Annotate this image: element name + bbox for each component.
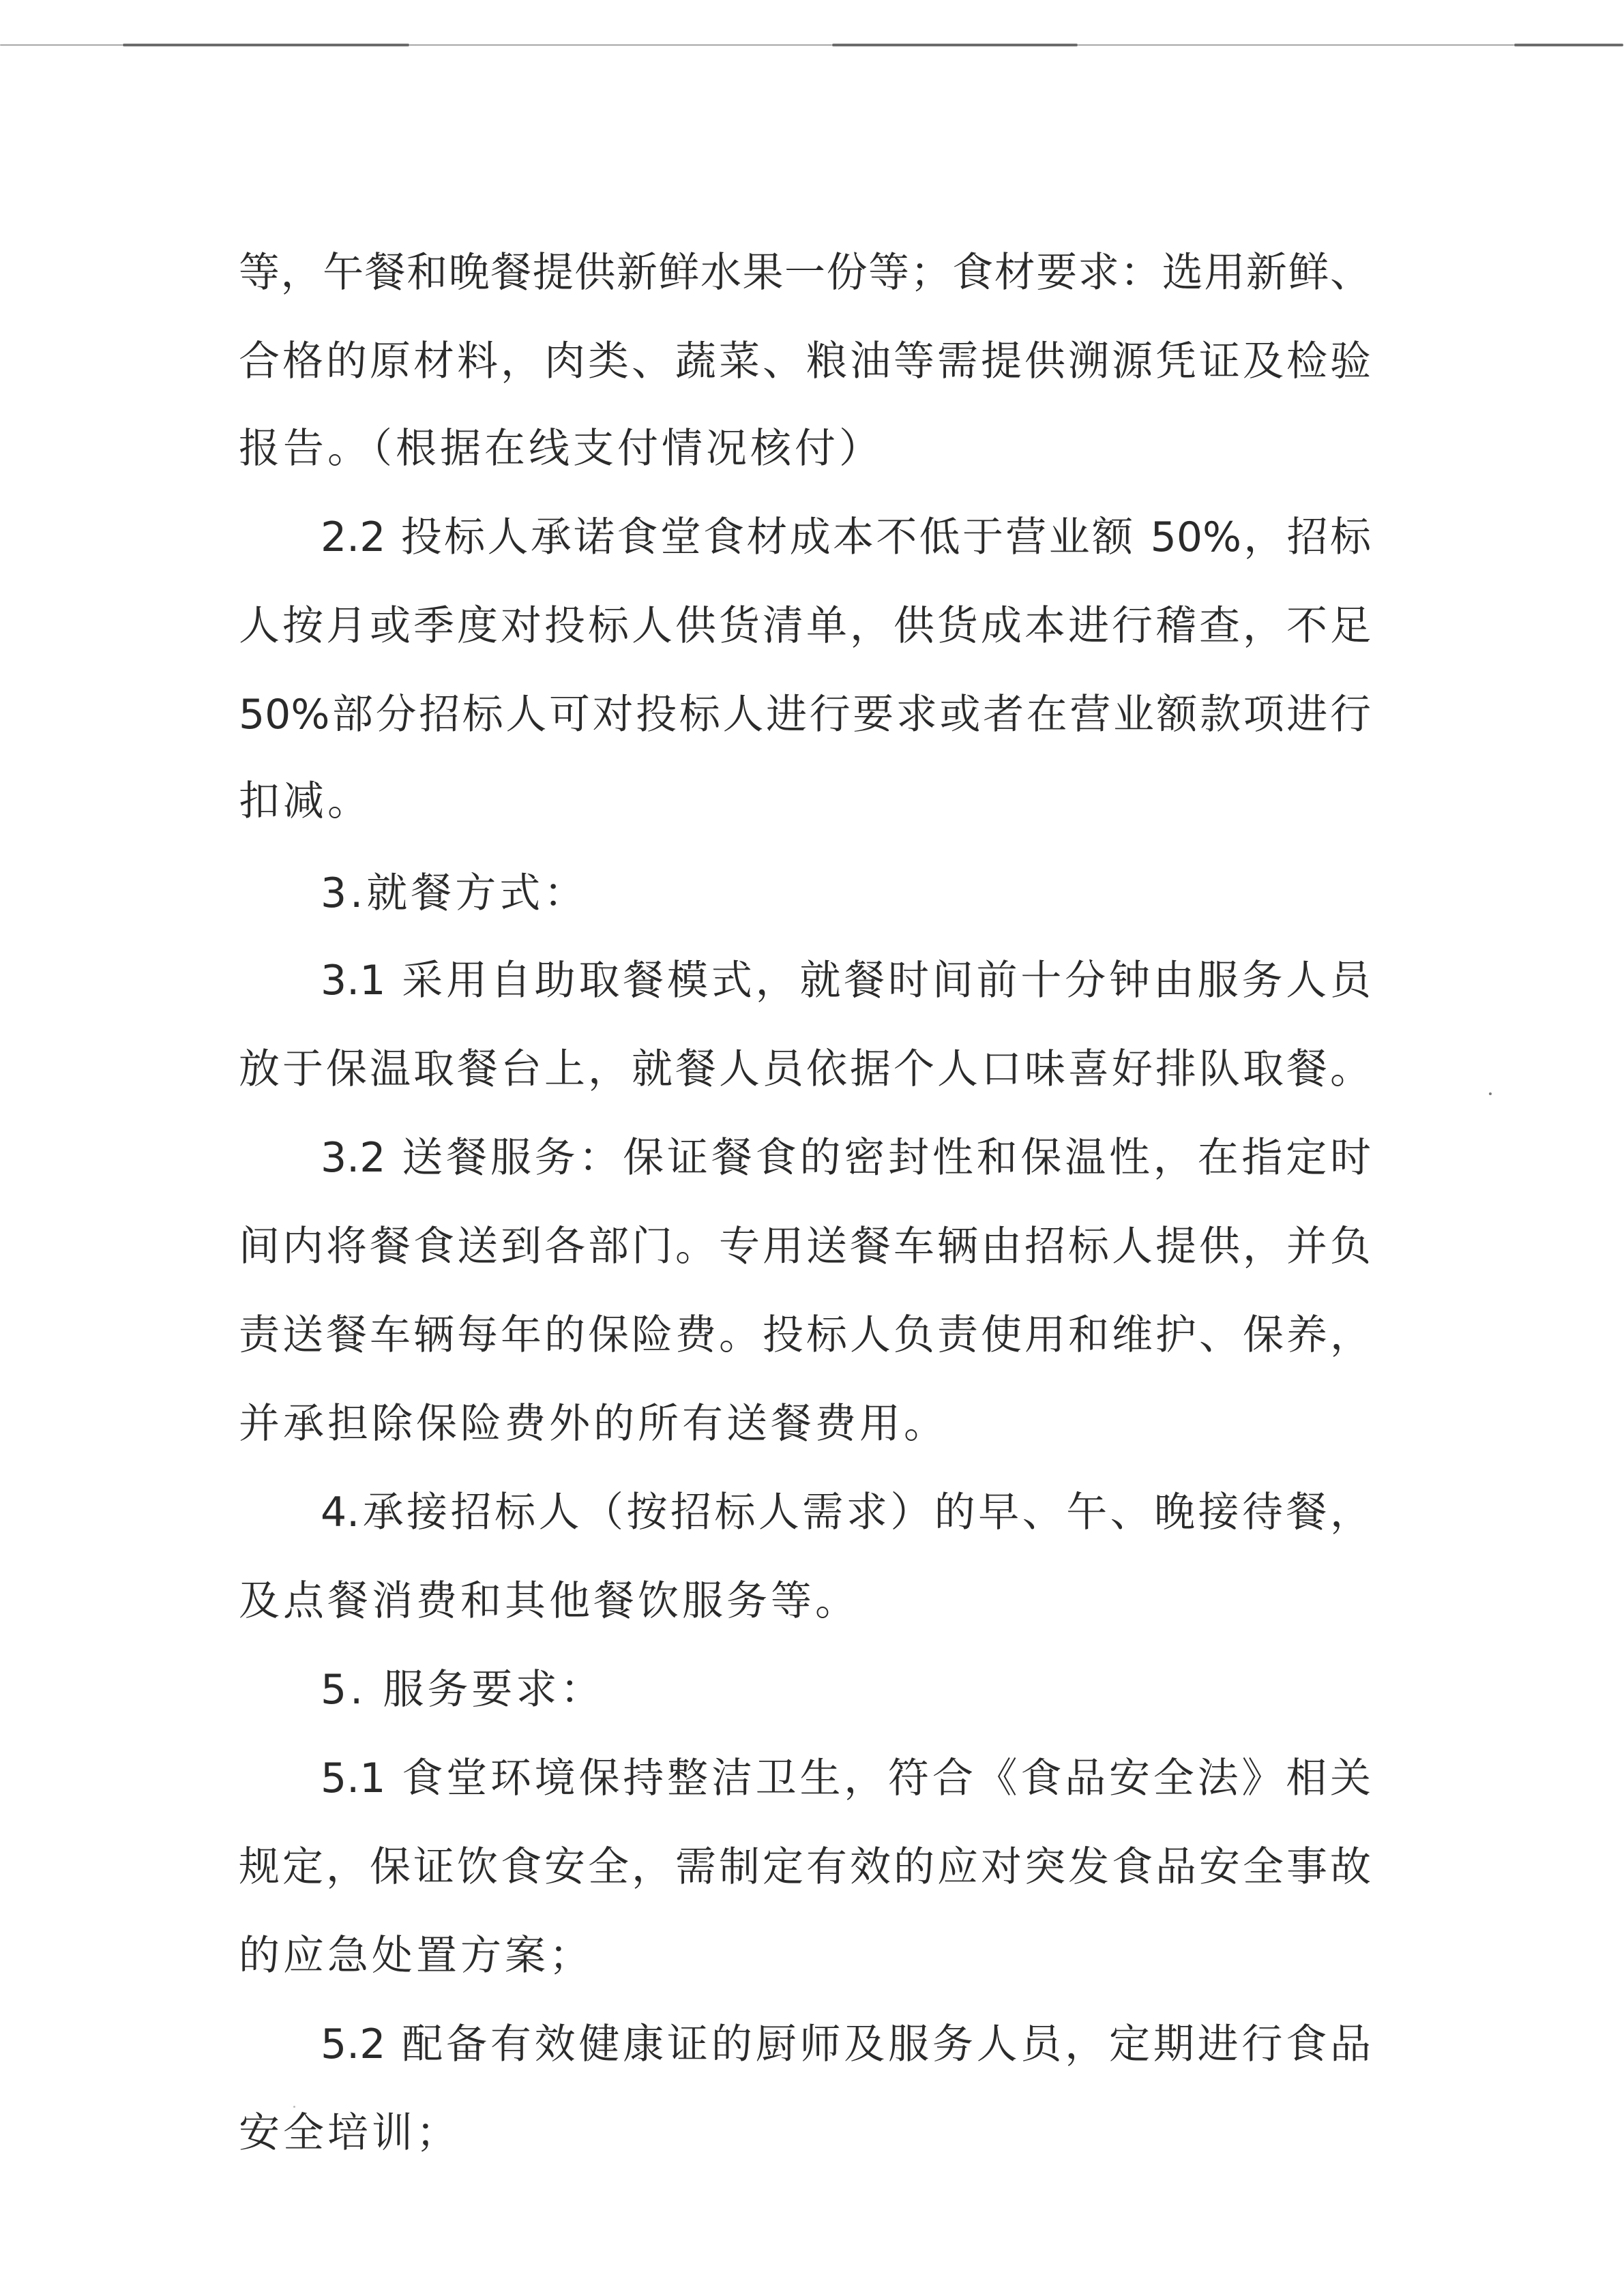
paragraph-line: 规定，保证饮食安全，需制定有效的应对突发食品安全事故 xyxy=(239,1843,1371,1891)
paragraph-line: 等，午餐和晚餐提供新鲜水果一份等；食材要求：选用新鲜、 xyxy=(239,249,1371,297)
paragraph-line: 人按月或季度对投标人供货清单，供货成本进行稽查，不足 xyxy=(239,602,1371,650)
paragraph-line: 的应急处置方案； xyxy=(239,1932,593,1980)
section-heading: 3.就餐方式： xyxy=(321,869,589,917)
paragraph-line: 5.2 配备有效健康证的厨师及服务人员，定期进行食品 xyxy=(321,2021,1371,2068)
paragraph-line: 及点餐消费和其他餐饮服务等。 xyxy=(239,1577,859,1625)
paragraph-line: 安全培训； xyxy=(239,2109,460,2157)
paragraph-line: 2.2 投标人承诺食堂食材成本不低于营业额 50%，招标 xyxy=(321,513,1371,561)
paragraph-line: 3.2 送餐服务：保证餐食的密封性和保温性，在指定时 xyxy=(321,1134,1371,1182)
paragraph-line: 50%部分招标人可对投标人进行要求或者在营业额款项进行 xyxy=(239,691,1371,739)
scan-speck xyxy=(293,2106,295,2108)
paragraph-line: 5.1 食堂环境保持整洁卫生，符合《食品安全法》相关 xyxy=(321,1755,1371,1802)
scan-speck xyxy=(1489,1092,1492,1095)
scan-edge-artifact xyxy=(0,41,1624,49)
paragraph-line: 间内将餐食送到各部门。专用送餐车辆由招标人提供，并负 xyxy=(239,1223,1371,1270)
paragraph-line: 4.承接招标人（按招标人需求）的早、午、晚接待餐， xyxy=(321,1489,1371,1536)
paragraph-line: 合格的原材料，肉类、蔬菜、粮油等需提供溯源凭证及检验 xyxy=(239,338,1371,385)
paragraph-line: 3.1 采用自助取餐模式，就餐时间前十分钟由服务人员 xyxy=(321,957,1371,1004)
paragraph-line: 报告。（根据在线支付情况核付） xyxy=(239,425,883,473)
paragraph-line: 并承担除保险费外的所有送餐费用。 xyxy=(239,1400,948,1448)
paragraph-line: 放于保温取餐台上，就餐人员依据个人口味喜好排队取餐。 xyxy=(239,1045,1371,1093)
paragraph-line: 责送餐车辆每年的保险费。投标人负责使用和维护、保养， xyxy=(239,1311,1371,1359)
paragraph-line: 扣减。 xyxy=(239,777,372,825)
section-heading: 5. 服务要求： xyxy=(321,1666,605,1714)
